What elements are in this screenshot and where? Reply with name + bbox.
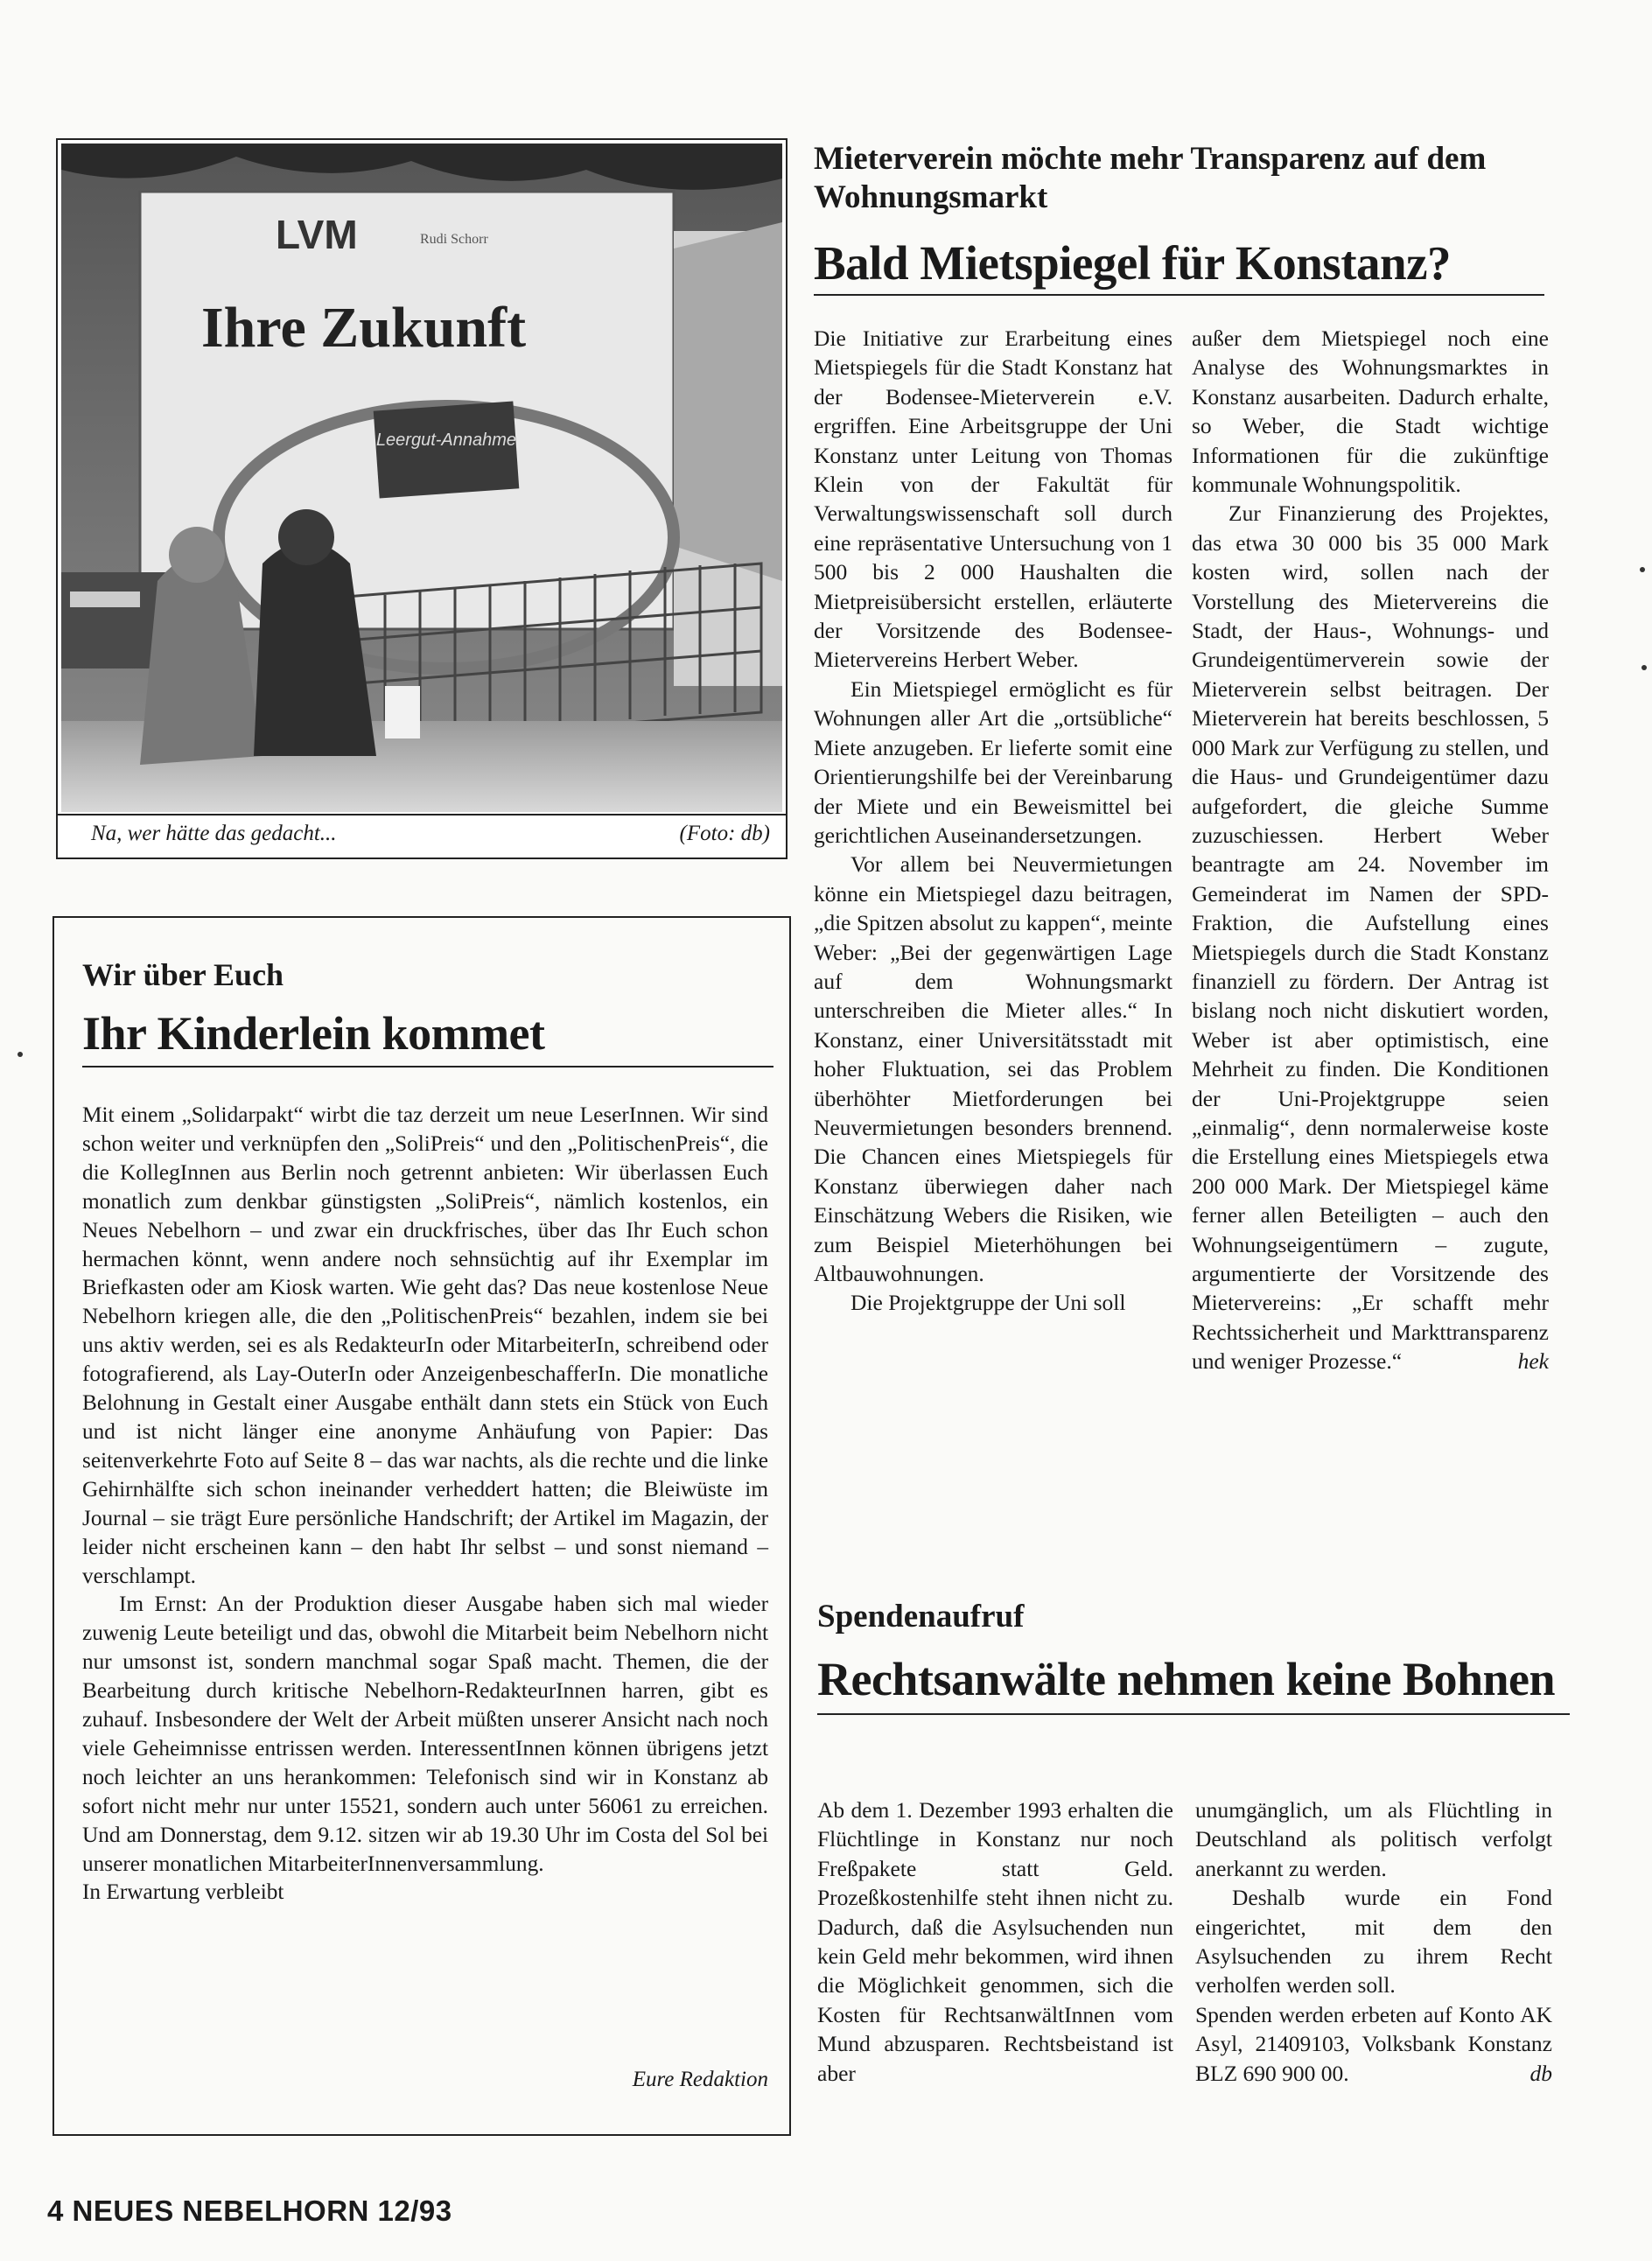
box-article-paragraph: In Erwartung verbleibt [82, 1880, 284, 1905]
box-article-paragraph: Mit einem „Solidarpakt“ wirbt die taz derzeit um neue LeserInnen. Wir sind schon weiter und verknüpfen den „SoliPreis“ und den „PolitischenPreis“, die die KollegInnen aus Berlin noch getrennt anbieten: Wir überlassen Euch monatlich zum denkbar günstigsten „SoliPreis“, nämlich kostenlos, ein Neues Nebelhorn – und zwar ein druckfrisches, über das Ihr Euch schon hermachen könnt, wenn andere noch sehnsüchtig auf ihr Exemplar im Briefkasten oder am Kiosk warten. Wie geht das? Das neue kostenlose Neue Nebelhorn kriegen alle, die den „PolitischenPreis“ bezahlen, indem sie bei uns aktiv werden, sei es als RedakteurIn oder MitarbeiterIn, schreibend oder fotografierend, als Lay-OuterIn oder AnzeigenbeschafferIn. Die monatliche Belohnung in Gestalt einer Ausgabe enthält dann stets ein Stück von Euch und ist nicht länger eine anonyme Anhäufung von Papier: Das seitenverkehrte Foto auf Seite 8 – das war nachts, als die rechte und die linke Gehirnhälfte sich schon ineinander verheddert hatten; die Bleiwüste im Journal – sie trägt Eure persönliche Handschrift; der Artikel im Magazin, der leider nicht erscheinen kann – den habt Ihr selbst – und sonst niemand – verschlampt. [82, 1102, 768, 1588]
box-article-kicker: Wir über Euch [82, 957, 284, 992]
photo-image [61, 144, 782, 812]
main-article-paragraph: Ein Mietspiegel ermöglicht es für Wohnungen aller Art die „ortsübliche“ Miete anzugeben. Er lieferte somit eine Orientierungshilfe bei der Vereinbarung der Miete und ein Beweismittel bei gerichtlichen Auseinandersetzungen. [814, 676, 1172, 848]
main-article-paragraph: Die Projektgruppe der Uni soll [850, 1290, 1126, 1316]
main-article-paragraph [1192, 499, 1549, 1376]
scan-mark [1640, 567, 1645, 572]
second-article-signature: db [1530, 2060, 1552, 2086]
main-article-kicker: Mieterverein möchte mehr Transparenz auf dem Wohnungsmarkt [814, 141, 1487, 215]
scan-mark [18, 1052, 23, 1057]
main-article-paragraph: Die Initiative zur Erarbeitung eines Mietspiegels für die Stadt Konstanz hat der Bodensee-Mieterverein e.V. ergriffen. Eine Arbeitsgruppe der Uni Konstanz unter Leitung von Thomas Klein von der Fakultät für Verwaltungswissenschaft soll durch eine repräsentative Untersuchung von 1 500 bis 2 000 Haushalten die Mietpreisübersicht erstellen, erläuterte der Vorsitzende des Bodensee-Mietervereins Herbert Weber. [814, 326, 1172, 673]
second-article-paragraph: Ab dem 1. Dezember 1993 erhalten die Flüchtlinge in Konstanz nur noch Freßpakete statt Geld. Prozeßkostenhilfe steht ihnen nicht zu. Dadurch, daß die Asylsuchenden nun kein Geld mehr bekommen, wird ihnen die Möglichkeit genommen, sich die Kosten für RechtsanwältInnen vom Mund abzusparen. Rechtsbeistand ist aber [817, 1797, 1173, 2086]
photo-brand-sub-text: Rudi Schorr [420, 232, 488, 247]
second-article-paragraph-text: Spenden werden erbeten auf Konto AK Asyl, 21409103, Volksbank Konstanz BLZ 690 900 00. [1195, 2001, 1552, 2086]
photo-credit: (Foto: db) [679, 822, 770, 845]
main-article-paragraph-text: Zur Finanzierung des Projektes, das etwa 30 000 bis 35 000 Mark kosten wird, sollen nach der Vorstellung des Mietervereins die Stadt, der Haus-, Wohnungs- und Grundeigentümerverein sowie der Mieterverein selbst beitragen. Der Mieterverein hat bereits beschlossen, 5 000 Mark zur Verfügung zu stellen, und die Haus- und Grundeigentümer dazu aufgefordert, die gleiche Summe zuzuschiessen. Herbert Weber beantragte am 24. November im Gemeinderat im Namen der SPD-Fraktion, die Aufstellung eines Mietspiegels durch die Stadt Konstanz finanziell zu fördern. Der Antrag ist bislang noch nicht diskutiert worden, Weber ist aber optimistisch, eine Mehrheit zu finden. Die Konditionen der Uni-Projektgruppe seien „einmalig“, denn normalerweise koste die Erstellung eines Mietspiegels etwa 200 000 Mark. Der Mietspiegel käme ferner allen Beteiligten – auch den Wohnungseigentümern – zugute, argumentierte der Vorsitzende des Mietervereins: „Er schafft mehr Rechtssicherheit und Markttransparenz und weniger Prozesse.“ [1192, 500, 1549, 1375]
box-article-headline: Ihr Kinderlein kommet [82, 1006, 774, 1068]
second-article-column-2 [1195, 1796, 1552, 2088]
photo-caption-text: Na, wer hätte das gedacht... [91, 822, 337, 845]
photo-brand-text: LVM [276, 212, 358, 257]
second-article-paragraph: unumgänglich, um als Flüchtling in Deutschland als politisch verfolgt anerkannt zu werden. [1195, 1797, 1552, 1881]
second-article-kicker: Spendenaufruf [817, 1599, 1025, 1634]
main-article-paragraph: Vor allem bei Neuvermietungen könne ein Mietspiegel dazu beitragen, „die Spitzen absolut zu kappen“, meinte Weber: „Bei der gegenwärtigen Lage auf dem Wohnungsmarkt unterschreiben die Mieter alles.“ In Konstanz, einer Universitätsstadt mit hoher Fluktuation, sei das Problem überhöhter Mietforderungen bei Neuvermietungen besonders brennend. Die Chancen eines Mietspiegels für Konstanz überwiegen daher nach Einschätzung Webers die Risiken, wie zum Beispiel Mieterhöhungen bei Altbauwohnungen. [814, 851, 1172, 1286]
second-article-headline: Rechtsanwälte nehmen keine Bohnen [817, 1648, 1570, 1715]
scan-mark [1642, 665, 1647, 670]
photo-frame [56, 138, 788, 859]
box-article-paragraph: Im Ernst: An der Produktion dieser Ausgabe haben sich mal wieder zuwenig Leute beteiligt und das, obwohl die Mitarbeit beim Nebelhorn nicht nur umsonst ist, sondern manchmal sogar Spaß macht. Themen, die der Bearbeitung durch kritische Nebelhorn-RedakteurInnen harren, gibt es zuhauf. Insbesondere der Welt der Arbeit müßten unserer Ansicht nach noch viele Geheimnisse entrissen werden. InteressentInnen können übrigens jetzt noch leichter an uns herankommen: Telefonisch sind wir in Konstanz ab sofort nicht mehr nur unter 15521, sondern auch unter 56061 zu erreichen. Und am Donnerstag, dem 9.12. sitzen wir ab 19.30 Uhr im Costa del Sol bei unserer monatlichen MitarbeiterInnenversammlung. [82, 1592, 768, 1876]
box-article-body [82, 1101, 768, 1907]
photo [61, 144, 782, 812]
photo-sign-text: Leergut-Annahme [375, 430, 517, 450]
main-article-paragraph: außer dem Mietspiegel noch eine Analyse des Wohnungsmarktes in Konstanz ausarbeiten. Dadurch erhalte, so Weber, die Stadt wichtige Informationen für die zukünftige kommunale Wohnungspolitik. [1192, 326, 1549, 498]
main-article-signature: hek [1517, 1348, 1549, 1375]
photo-caption [91, 816, 770, 851]
photo-slogan-text: Ihre Zukunft [201, 296, 527, 360]
second-article-column-1 [817, 1796, 1173, 2088]
main-article-column-1 [814, 324, 1172, 1318]
second-article-paragraph: Deshalb wurde ein Fond eingerichtet, mit dem den Asylsuchenden zu ihrem Recht verholfen werden soll. [1195, 1885, 1552, 1998]
main-article-headline: Bald Mietspiegel für Konstanz? [814, 234, 1544, 296]
box-article-signature: Eure Redaktion [632, 2068, 768, 2091]
photo-caption-divider [58, 814, 786, 816]
second-article-paragraph [1195, 2000, 1552, 2088]
main-article-column-2 [1192, 324, 1549, 1376]
page-footer: 4 NEUES NEBELHORN 12/93 [47, 2194, 452, 2227]
